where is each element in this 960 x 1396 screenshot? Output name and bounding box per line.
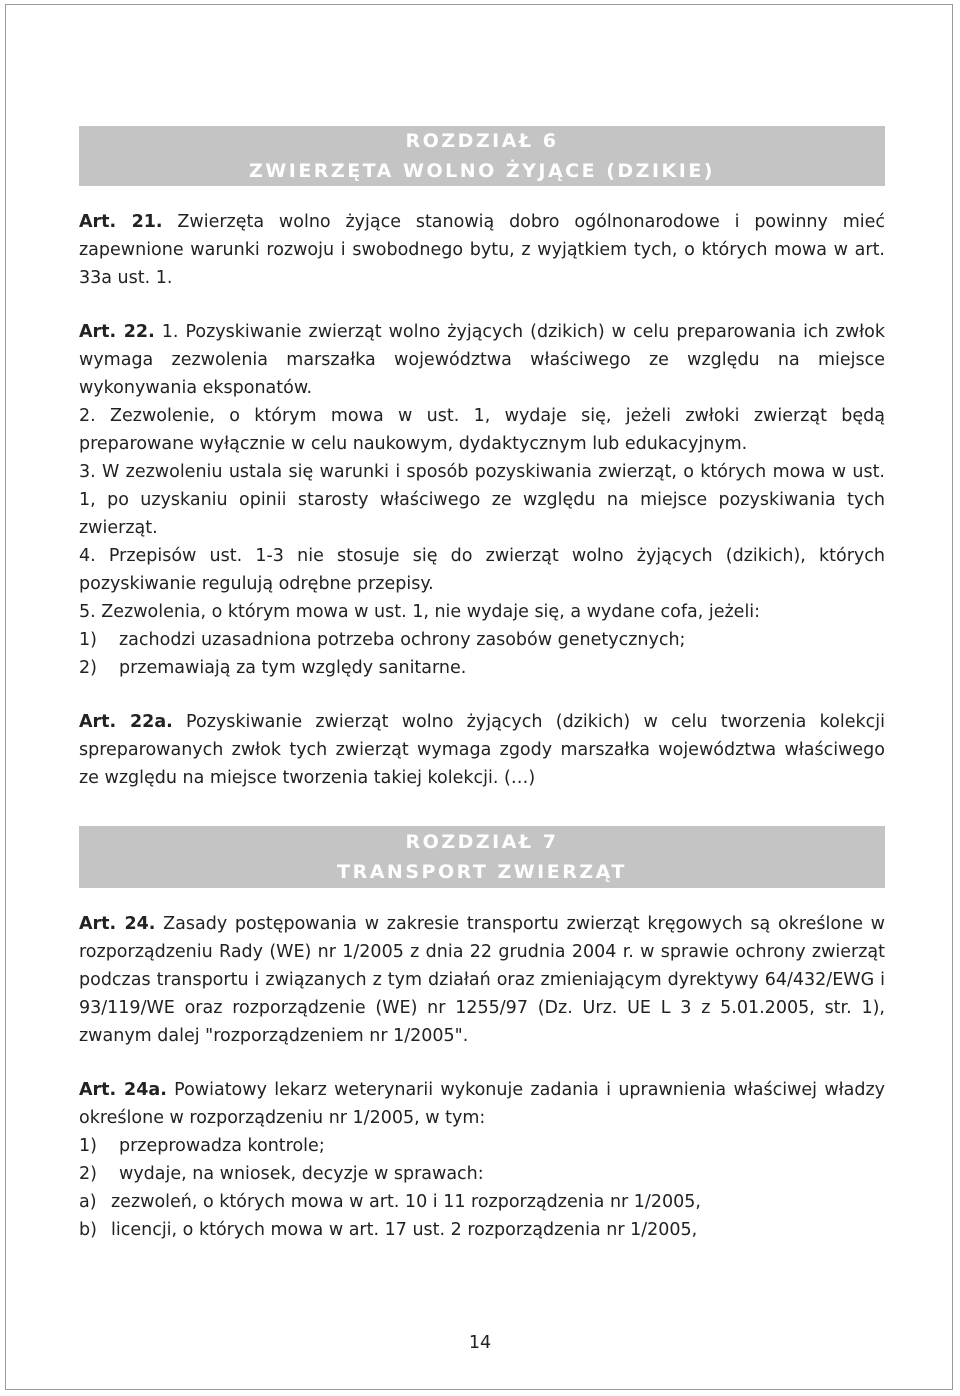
chapter-6-title: ZWIERZĘTA WOLNO ŻYJĄCE (DZIKIE) xyxy=(249,160,715,182)
article-22a-text: Pozyskiwanie zwierząt wolno żyjących (dzikich) w celu tworzenia kolekcji spreparowanych zwłok tych zwierząt wymaga zgody marszałka województwa właściwego ze względu na miejsce tworzenia takiej kolekcji. (…) xyxy=(79,712,885,788)
sub-list-item: a) zezwoleń, o których mowa w art. 10 i 11 rozporządzenia nr 1/2005, xyxy=(79,1192,701,1212)
article-22a-label: Art. 22a. xyxy=(79,712,173,732)
article-22 xyxy=(79,318,885,682)
chapter-7-title: TRANSPORT ZWIERZĄT xyxy=(337,861,627,883)
article-22-para-3: 3. W zezwoleniu ustala się warunki i sposób pozyskiwania zwierząt, o których mowa w ust. 1, po uzyskaniu opinii starosty właściwego ze względu na miejsce pozyskiwania tych zwierząt. xyxy=(79,462,885,538)
list-item: 1) przeprowadza kontrole; xyxy=(79,1136,325,1156)
article-24a xyxy=(79,1076,885,1244)
article-21-text: Zwierzęta wolno żyjące stanowią dobro ogólnonarodowe i powinny mieć zapewnione warunki rozwoju i swobodnego bytu, z wyjątkiem tych, o których mowa w art. 33a ust. 1. xyxy=(79,212,885,288)
sub-list-item: b) licencji, o których mowa w art. 17 ust. 2 rozporządzenia nr 1/2005, xyxy=(79,1220,698,1240)
chapter-7-number: ROZDZIAŁ 7 xyxy=(405,831,559,853)
list-item: 1) zachodzi uzasadniona potrzeba ochrony zasobów genetycznych; xyxy=(79,630,686,650)
article-22-label: Art. 22. xyxy=(79,322,155,342)
article-24a-label: Art. 24a. xyxy=(79,1080,167,1100)
article-24-label: Art. 24. xyxy=(79,914,156,934)
chapter-6-number: ROZDZIAŁ 6 xyxy=(405,130,559,152)
document-body xyxy=(79,126,885,1244)
article-22-para-4: 4. Przepisów ust. 1-3 nie stosuje się do zwierząt wolno żyjących (dzikich), których pozyskiwanie regulują odrębne przepisy. xyxy=(79,546,885,594)
article-21 xyxy=(79,208,885,292)
chapter-6-heading xyxy=(79,126,885,186)
article-24-text: Zasady postępowania w zakresie transportu zwierząt kręgowych są określone w rozporządzeniu Rady (WE) nr 1/2005 z dnia 22 grudnia 2004 r. w sprawie ochrony zwierząt podczas transportu i związanych z tym działań oraz zmieniającym dyrektywy 64/432/EWG i 93/119/WE oraz rozporządzenie (WE) nr 1255/97 (Dz. Urz. UE L 3 z 5.01.2005, str. 1), zwanym dalej "rozporządzeniem nr 1/2005". xyxy=(79,914,885,1046)
article-24 xyxy=(79,910,885,1050)
list-item: 2) przemawiają za tym względy sanitarne. xyxy=(79,658,467,678)
article-22-para-2: 2. Zezwolenie, o którym mowa w ust. 1, wydaje się, jeżeli zwłoki zwierząt będą preparowane wyłącznie w celu naukowym, dydaktycznym lub edukacyjnym. xyxy=(79,406,885,454)
article-21-label: Art. 21. xyxy=(79,212,163,232)
article-22-para-5: 5. Zezwolenia, o którym mowa w ust. 1, nie wydaje się, a wydane cofa, jeżeli: xyxy=(79,602,761,622)
article-22-para-1: 1. Pozyskiwanie zwierząt wolno żyjących (dzikich) w celu preparowania ich zwłok wymaga zezwolenia marszałka województwa właściwego ze względu na miejsce wykonywania eksponatów. xyxy=(79,322,885,398)
list-item: 2) wydaje, na wniosek, decyzje w sprawach: xyxy=(79,1164,484,1184)
article-22a xyxy=(79,708,885,792)
page-number: 14 xyxy=(468,1333,492,1353)
article-24a-text: Powiatowy lekarz weterynarii wykonuje zadania i uprawnienia właściwej władzy określone w rozporządzeniu nr 1/2005, w tym: xyxy=(79,1080,885,1128)
chapter-7-heading xyxy=(79,826,885,888)
